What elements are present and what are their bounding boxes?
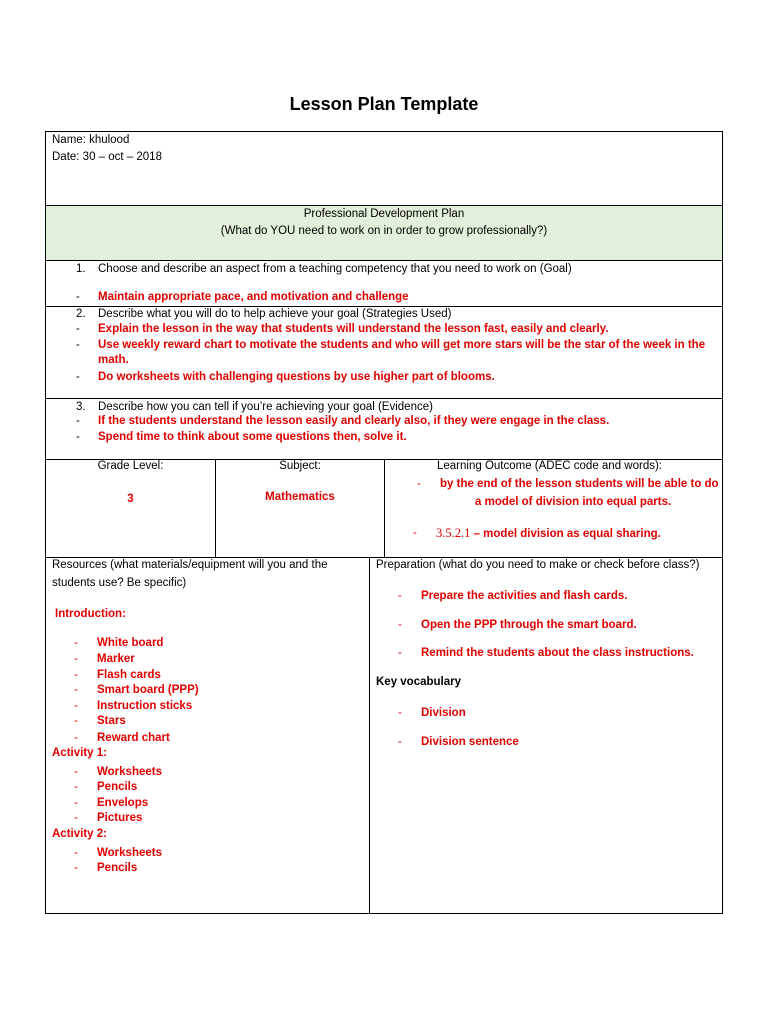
strategies-number: 2. [76,308,86,320]
resource-item: White board [97,637,164,649]
preparation-cell [369,557,723,914]
outcome-code-text: – model division as equal sharing. [473,528,661,540]
resource-item: Pencils [97,781,138,793]
bullet-dash: - [74,700,78,712]
evidence-prompt: Describe how you can tell if you’re achieving your goal (Evidence) [98,401,433,413]
resources-cell [45,557,370,914]
evidence-item: If the students understand the lesson easily and clearly also, if they were engage in the class. [98,415,610,427]
resource-item: Marker [97,653,135,665]
learning-outcome-text: by the end of the lesson students will be able to do [440,478,719,490]
bullet-dash: - [398,647,402,659]
resource-item: Pictures [97,812,143,824]
goal-prompt: Choose and describe an aspect from a teaching competency that you need to work on (Goal) [98,263,572,275]
bullet-dash: - [76,431,80,443]
strategy-item: Do worksheets with challenging questions by use higher part of blooms. [98,371,495,383]
bullet-dash: - [398,619,402,631]
introduction-heading: Introduction: [55,608,126,620]
bullet-dash: - [74,781,78,793]
activity-2-heading: Activity 2: [52,828,107,840]
resources-prompt-continued: students use? Be specific) [52,577,187,589]
bullet-dash: - [76,339,80,351]
outcome-code: 3.5.2.1 [436,526,471,540]
vocabulary-item: Division [421,707,466,719]
bullet-dash: - [398,707,402,719]
bullet-dash: - [74,862,78,874]
pd-plan-header [45,205,723,261]
bullet-dash: - [74,797,78,809]
pd-plan-subheading: (What do YOU need to work on in order to grow professionally?) [220,225,548,237]
bullet-dash: - [398,736,402,748]
resource-item: Smart board (PPP) [97,684,199,696]
name-date-cell [45,131,723,206]
strategy-item: Use weekly reward chart to motivate the students and who will get more stars will be the star of the week in the [98,339,706,351]
resources-prompt: Resources (what materials/equipment will you and the [52,559,328,571]
subject-cell [215,459,385,558]
grade-level-value: 3 [127,493,134,505]
goal-cell [45,260,723,307]
resource-item: Worksheets [97,847,162,859]
key-vocabulary-heading: Key vocabulary [376,676,462,688]
goal-number: 1. [76,263,86,275]
strategies-prompt: Describe what you will do to help achieve your goal (Strategies Used) [98,308,452,320]
subject-label: Subject: [279,460,321,472]
bullet-dash: - [74,653,78,665]
resource-item: Instruction sticks [97,700,193,712]
evidence-cell [45,398,723,460]
bullet-dash: - [76,371,80,383]
preparation-prompt: Preparation (what do you need to make or check before class?) [376,559,700,571]
grade-level-label: Grade Level: [97,460,164,472]
bullet-dash: - [74,684,78,696]
goal-item: Maintain appropriate pace, and motivation and challenge [98,291,409,303]
preparation-item: Prepare the activities and flash cards. [421,590,628,602]
bullet-dash: - [76,291,80,303]
page-title: Lesson Plan Template [289,94,479,114]
activity-1-heading: Activity 1: [52,747,107,759]
date-label: Date: 30 – oct – 2018 [52,151,162,163]
bullet-dash: - [74,715,78,727]
preparation-item: Open the PPP through the smart board. [421,619,637,631]
pd-plan-heading: Professional Development Plan [303,208,465,220]
resource-item: Envelops [97,797,149,809]
bullet-dash: - [74,637,78,649]
bullet-dash: - [74,766,78,778]
resource-item: Flash cards [97,669,161,681]
bullet-dash: - [76,415,80,427]
grade-level-cell [45,459,216,558]
strategies-cell [45,306,723,399]
name-label: Name: khulood [52,134,130,146]
vocabulary-item: Division sentence [421,736,519,748]
learning-outcome-text-continued: a model of division into equal parts. [475,496,672,508]
bullet-dash: - [74,669,78,681]
evidence-item: Spend time to think about some questions then, solve it. [98,431,407,443]
resource-item: Stars [97,715,126,727]
preparation-item: Remind the students about the class instructions. [421,647,694,659]
learning-outcome-code [436,526,661,541]
evidence-number: 3. [76,401,86,413]
bullet-dash: - [74,847,78,859]
subject-value: Mathematics [265,491,335,503]
bullet-dash: - [417,478,421,490]
bullet-dash: - [76,323,80,335]
resource-item: Reward chart [97,732,170,744]
strategy-item-continued: math. [98,354,129,366]
bullet-dash: - [413,527,417,539]
resource-item: Worksheets [97,766,162,778]
bullet-dash: - [398,590,402,602]
bullet-dash: - [74,732,78,744]
strategy-item: Explain the lesson in the way that students will understand the lesson fast, easily and clearly. [98,323,609,335]
resource-item: Pencils [97,862,138,874]
learning-outcome-cell [384,459,723,558]
bullet-dash: - [74,812,78,824]
learning-outcome-label: Learning Outcome (ADEC code and words): [437,460,662,472]
